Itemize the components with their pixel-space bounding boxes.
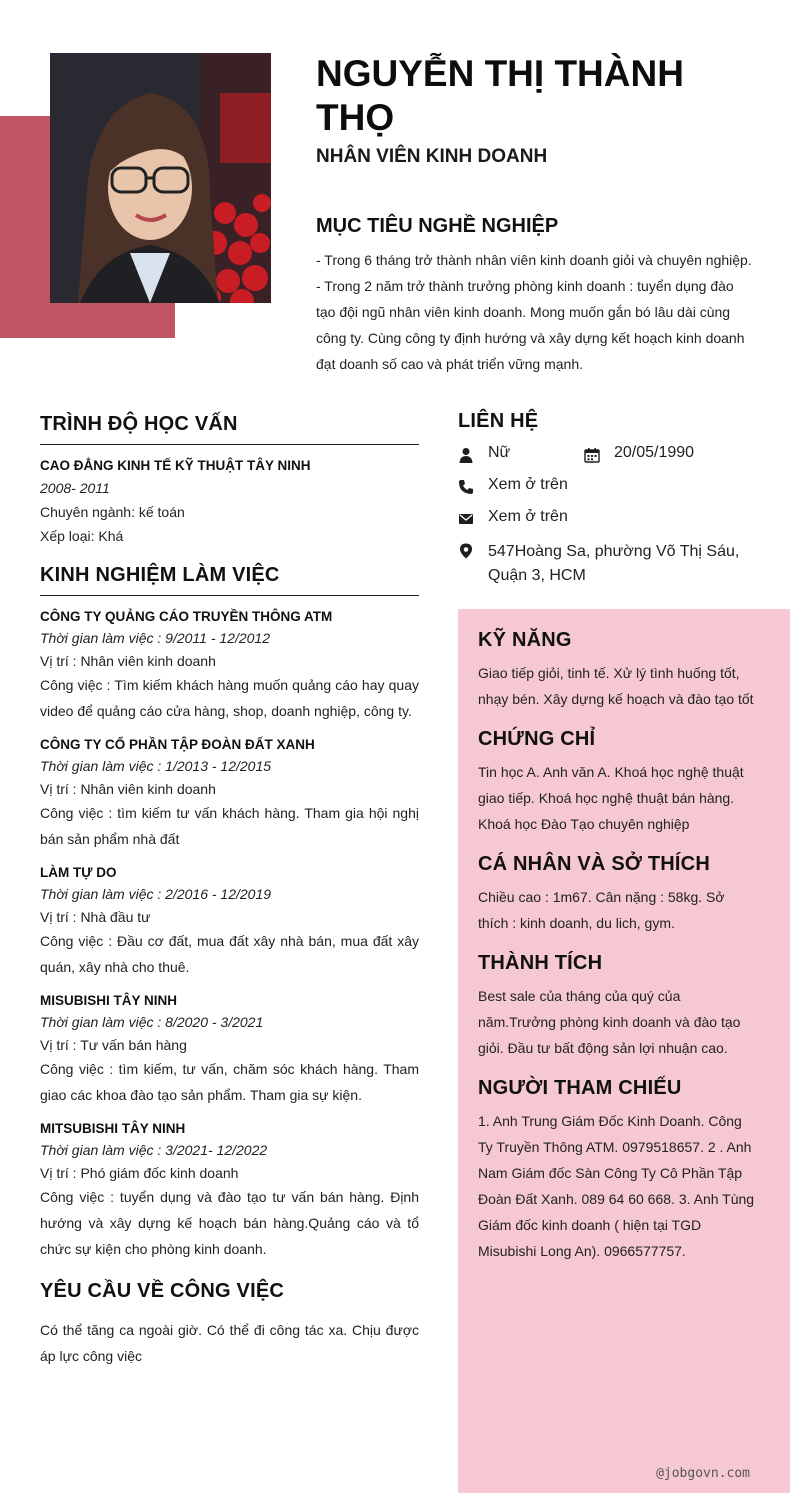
contact-title: LIÊN HỆ [458,410,539,432]
watermark: @jobgovn.com [656,1466,750,1481]
work-duties: Công việc : Tìm kiếm khách hàng muốn quảng cáo hay quay video để quảng cáo cửa hàng, shop, doanh nghiệp, công ty. [40,677,419,719]
experience-item [40,609,419,724]
work-period: Thời gian làm việc : 8/2020 - 3/2021 [40,1014,264,1030]
calendar-icon [584,447,600,463]
experience-title: KINH NGHIỆM LÀM VIỆC [40,564,280,586]
personal-section [478,853,758,936]
work-position: Vị trí : Nhân viên kinh doanh [40,653,216,669]
mail-icon [458,511,474,527]
personal-text: Chiều cao : 1m67. Cân nặng : 58kg. Sở thích : kinh doanh, du lich, gym. [478,889,725,931]
work-period: Thời gian làm việc : 9/2011 - 12/2012 [40,630,271,646]
work-position: Vị trí : Tư vấn bán hàng [40,1037,187,1053]
work-period: Thời gian làm việc : 1/2013 - 12/2015 [40,758,272,774]
birthday-value: 20/05/1990 [614,444,695,461]
company-name: CÔNG TY QUẢNG CÁO TRUYỀN THÔNG ATM [40,609,333,624]
skills-section [478,629,758,712]
achievements-text: Best sale của tháng của quý của năm.Trưởng phòng kinh doanh và đào tạo giỏi. Đầu tư bất động sản lợi nhuận cao. [478,988,741,1056]
work-period: Thời gian làm việc : 3/2021- 12/2022 [40,1142,268,1158]
sidebar-panel [458,609,790,1493]
achievements-section [478,952,758,1061]
school-major: Chuyên ngành: kế toán [40,504,185,520]
certificates-title: CHỨNG CHỈ [478,728,596,750]
school-period: 2008- 2011 [40,480,110,496]
requirements-title: YÊU CẦU VỀ CÔNG VIỆC [40,1280,285,1302]
objective-line: - Trong 6 tháng trở thành nhân viên kinh doanh giỏi và chuyên nghiệp. [316,252,752,268]
certificates-text: Tin học A. Anh văn A. Khoá học nghệ thuật giao tiếp. Khoá học nghệ thuật bán hàng. Khoá học Đào Tạo chuyên nghiệp [478,764,744,832]
objective-text [316,247,756,377]
references-text: 1. Anh Trung Giám Đốc Kinh Doanh. Công Ty Truyền Thông ATM. 0979518657. 2 . Anh Nam Giám đốc Sàn Công Ty Cô Phần Tập Đoàn Đất Xanh. 089 64 60 668. 3. Anh Tùng Giám đốc kinh doanh ( hiện tại TGD Misubishi Long An). 0966577757. [478,1113,755,1259]
candidate-name: NGUYỄN THỊ THÀNH THỌ [316,53,684,138]
candidate-role: NHÂN VIÊN KINH DOANH [316,146,548,167]
references-title: NGƯỜI THAM CHIẾU [478,1077,682,1099]
company-name: MITSUBISHI TÂY NINH [40,1121,186,1136]
email-value: Xem ở trên [488,508,568,525]
work-duties: Công việc : tìm kiếm, tư vấn, chăm sóc khách hàng. Tham giao các khoa đào tạo sản phẩm. Tham gia sự kiện. [40,1061,419,1103]
personal-title: CÁ NHÂN VÀ SỞ THÍCH [478,853,710,875]
experience-section [40,564,419,1262]
objective-title: MỤC TIÊU NGHỀ NGHIỆP [316,215,559,237]
contact-gender [458,444,694,463]
school-grade: Xếp loại: Khá [40,528,124,544]
experience-item [40,865,419,980]
requirements-text: Có thể tăng ca ngoài giờ. Có thể đi công tác xa. Chịu được áp lực công việc [40,1322,419,1364]
skills-title: KỸ NĂNG [478,629,572,651]
work-period: Thời gian làm việc : 2/2016 - 12/2019 [40,886,272,902]
school-name: CAO ĐẲNG KINH TẾ KỸ THUẬT TÂY NINH [40,458,311,473]
divider [40,444,419,445]
phone-value: Xem ở trên [488,476,568,493]
company-name: LÀM TỰ DO [40,865,117,880]
work-duties: Công việc : Đầu cơ đất, mua đất xây nhà bán, mua đất xây quán, xây nhà cho thuê. [40,933,419,975]
education-title: TRÌNH ĐỘ HỌC VẤN [40,413,238,435]
left-column [40,410,419,1369]
achievements-title: THÀNH TÍCH [478,952,603,974]
experience-item [40,1121,419,1262]
company-name: CÔNG TY CỔ PHẦN TẬP ĐOÀN ĐẤT XANH [40,737,315,752]
contact-address [458,540,748,588]
work-duties: Công việc : tìm kiếm tư vấn khách hàng. Tham gia hội nghị bán sản phẩm nhà đất [40,805,419,847]
profile-photo-illustration [50,53,271,303]
phone-icon [458,479,474,495]
requirements-section [40,1280,419,1369]
work-position: Vị trí : Nhân viên kinh doanh [40,781,216,797]
sidebar-content [478,629,758,1264]
certificates-section [478,728,758,837]
divider [40,595,419,596]
skills-text: Giao tiếp giỏi, tinh tế. Xử lý tình huống tốt, nhạy bén. Xây dựng kế hoạch và đào tạo tốt [478,665,754,707]
contact-phone [458,476,568,495]
objective-line: - Trong 2 năm trở thành trưởng phòng kinh doanh : tuyển dụng đào tạo đội ngũ nhân viên kinh doanh. Mong muốn gắn bó lâu dài cùng công ty. Cùng công ty định hướng và xây dựng kết hoạch kinh doanh đạt doanh số cao và phát triển vững mạnh. [316,278,745,372]
work-position: Vị trí : Nhà đầu tư [40,909,151,925]
address-value: 547Hoàng Sa, phường Võ Thị Sáu, Quận 3, HCM [488,543,740,584]
education-section [40,413,419,544]
experience-item [40,737,419,852]
gender-value: Nữ [488,444,511,461]
location-pin-icon [458,543,474,559]
experience-item [40,993,419,1108]
company-name: MISUBISHI TÂY NINH [40,993,178,1008]
work-position: Vị trí : Phó giám đốc kinh doanh [40,1165,239,1181]
contact-email [458,508,568,527]
person-icon [458,447,474,463]
work-duties: Công việc : tuyển dụng và đào tạo tư vấn bán hàng. Định hướng và xây dựng kế hoạch bán hàng.Quảng cáo và tổ chức sự kiện cho phòng kinh doanh. [40,1189,419,1257]
references-section [478,1077,758,1264]
profile-photo [50,53,271,303]
